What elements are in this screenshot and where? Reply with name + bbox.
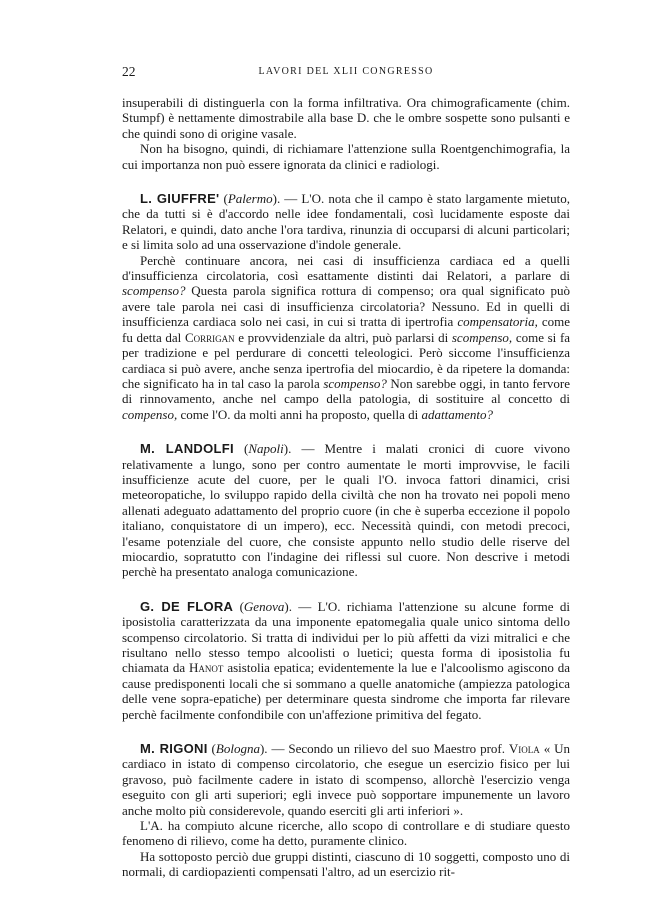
italic-term: scompenso? <box>323 375 387 391</box>
author-city: Palermo <box>227 191 273 207</box>
author-city: Genova <box>243 598 285 614</box>
text-run: — Secondo un rilievo del suo Maestro prof. <box>271 741 505 757</box>
rigoni-paragraph-1: M. RIGONI (Bologna). — Secondo un rilievo del suo Maestro prof. Viola « Un cardiaco in istato di compenso circolatorio, che esegue un esercizio fisico per lui gravoso, può facilmente cadere in istato di scompenso, allorchè l'esercizio venga eseguito con gli arti superiori; egli invece può sopportare impunemente un lavoro anche molto più considerevole, quando eserciti gli arti inferiori ». <box>122 741 571 818</box>
text-run: — L'O. richiama l'attenzione su alcune forme di iposistolia caratterizzata da una imponente epatomegalia quale unico sintoma dello scompenso circolatorio. Si tratta di individui per lo più affetti da vizi mitralici e che risultano nello stesso tempo alcoolisti o luetici; questa forma di iposistolia fu chiamata da <box>122 598 570 676</box>
deflora-paragraph-1: G. DE FLORA (Genova). — L'O. richiama l'attenzione su alcune forme di iposistolia caratterizzata da una imponente epatomegalia quale unico sintoma dello scompenso circolatorio. Si tratta di individui per lo più affetti da vizi mitralici e che risultano nello stesso tempo alcoolisti o luetici; questa forma di iposistolia fu chiamata da Hanot asistolia epatica; evidentemente la lue e l'alcoolismo agiscono da cause predisponenti locali che si sommano a quelle anatomiche (ampiezza patologica delle vene sopra-epatiche) per determinare questa sindrome che importa far rilevare perchè facilmente confondibile con un'affezione primitiva del fegato. <box>122 598 571 722</box>
author-name: L. GIUFFRE' <box>140 191 220 207</box>
small-caps-name: Hanot <box>189 660 224 676</box>
paragraph-text: — L'O. nota che il campo è stato largamente mietuto, che da tutti si è d'accordo nelle idee fondamentali, così lucidamente esposte dai Relatori, e quindi, dato anche l'ora tardiva, rinunzia di occuparsi di alcuni particolari; e si limita solo ad una osservazione d'indole generale. <box>122 191 570 253</box>
rigoni-paragraph-3: Ha sottoposto perciò due gruppi distinti, ciascuno di 10 soggetti, composto uno di normali, di cardiopazienti compensati l'altro, ad un esercizio rit- <box>122 848 570 880</box>
page-header <box>122 64 570 82</box>
rigoni-paragraph-2: L'A. ha compiuto alcune ricerche, allo scopo di controllare e di studiare questo fenomeno di rilievo, come ha detto, puramente clinico. <box>122 818 570 849</box>
text-run: come si fa per tradizione e pel perdurare di concetti teleologici. Però siccome l'insufficienza cardiaca si può avere, anche senza ipertrofia del miocardio, è da ripetere la domanda: che significato ha in tal caso la parola <box>122 329 571 391</box>
paragraph-text: — Mentre i malati cronici di cuore vivono relativamente a lungo, sono per contro aumentate le morti improvvise, le facili insufficienze acute del cuore, per le quali l'O. invoca fattori dinamici, crisi meteoropatiche, lo sviluppo rapido della civiltà che non ha trovato nei popoli meno allenati adeguato adattamento del proprio cuore (in che è superba eccezione il popolo italiano, conquistatore di un impero), ecc. Necessità quindi, con metodi precoci, l'esame potenziale del cuore, che consiste appunto nello studio delle riserve del miocardio, sopratutto con l'indagine dei riflessi sul cuore. Non descrive i metodi perchè ha presentato analoga comunicazione. <box>122 441 570 580</box>
italic-term: scompenso, <box>451 329 513 345</box>
text-run: asistolia epatica; evidentemente la lue e l'alcoolismo agiscono da cause predisponenti locali che si sommano a quelle anatomiche (ampiezza patologica delle vene sopra-epatiche) per determinare questa sindrome che importa far rilevare perchè facilmente confondibile con un'affezione primitiva del fegato. <box>122 660 571 722</box>
small-caps-name: Corrigan <box>184 329 235 345</box>
text-run: e provvidenziale da altri, può parlarsi di <box>238 329 449 345</box>
author-name: M. LANDOLFI <box>140 441 234 457</box>
text-run: Questa parola significa rottura di compenso; ora qual significato può avere tale parola nei casi di insufficienza circolatoria? Nessuno. Ed in quelli di insufficienza cardiaca solo nei casi, in cui si tratta di ipertrofia <box>122 283 570 330</box>
page-number: 22 <box>122 64 136 79</box>
italic-term: compensatoria, <box>457 314 538 330</box>
text-run: come l'O. da molti anni ha proposto, quella di <box>180 406 419 422</box>
author-name: M. RIGONI <box>140 741 208 757</box>
landolfi-paragraph-1: M. LANDOLFI (Napoli). — Mentre i malati cronici di cuore vivono relativamente a lungo, sono per contro aumentate le morti improvvise, le facili insufficienze acute del cuore, per le quali l'O. invoca fattori dinamici, crisi meteoropatiche, lo sviluppo rapido della civiltà che non ha trovato nei popoli meno allenati adeguato adattamento del proprio cuore (in che è superba eccezione il popolo italiano, conquistatore di un impero), ecc. Necessità quindi, con metodi precoci, l'esame potenziale del cuore, che consiste appunto nello studio delle riserve del miocardio, sopratutto con l'indagine dei riflessi sul cuore. Non descrive i metodi perchè ha presentato analoga comunicazione. <box>122 441 570 580</box>
text-run: « Un cardiaco in istato di compenso circolatorio, che esegue un esercizio fisico per lui gravoso, può facilmente cadere in istato di scompenso, allorchè l'esercizio venga eseguito con gli arti superiori; egli invece può sopportare impunemente un lavoro anche molto più considerevole, quando eserciti gli arti inferiori ». <box>122 741 571 818</box>
text-run: come fu detta dal <box>122 314 571 345</box>
author-city: Bologna <box>215 741 260 757</box>
text-run: Perchè continuare ancora, nei casi di insufficienza cardiaca ed a quelli d'insufficienza circolatoria, così esattamente distinti dai Relatori, a parlare di <box>122 252 570 284</box>
small-caps-name: Viola <box>508 741 540 757</box>
text-run: Non sarebbe oggi, in tanto fervore di rinnovamento, anche nel campo della patologia, di sostituire al concetto di <box>122 375 571 407</box>
italic-term: compenso, <box>122 406 178 422</box>
author-city: Napoli <box>248 441 284 457</box>
italic-term: adattamento? <box>421 406 493 422</box>
italic-term: scompenso? <box>122 283 186 299</box>
running-title: LAVORI DEL XLII CONGRESSO <box>258 66 434 77</box>
giuffre-paragraph-1: L. GIUFFRE' (Palermo). — L'O. nota che il campo è stato largamente mietuto, che da tutti si è d'accordo nelle idee fondamentali, così lucidamente esposte dai Relatori, e quindi, dato anche l'ora tardiva, rinunzia di occuparsi di alcuni particolari; e si limita solo ad una osservazione d'indole generale. <box>122 191 570 253</box>
intro-paragraph-2: Non ha bisogno, quindi, di richiamare l'attenzione sulla Roentgenchimografia, la cui importanza non può essere ignorata da clinici e radiologi. <box>122 141 570 172</box>
author-name: G. DE FLORA <box>140 598 234 614</box>
giuffre-paragraph-2 <box>122 253 570 422</box>
page-body <box>122 95 570 880</box>
intro-paragraph-1: insuperabili di distinguerla con la forma infiltrativa. Ora chimograficamente (chim. Stumpf) è nettamente dimostrabile alla base D. che le ombre sospette sono pulsanti e che quindi sono di origine vasale. <box>122 95 570 141</box>
